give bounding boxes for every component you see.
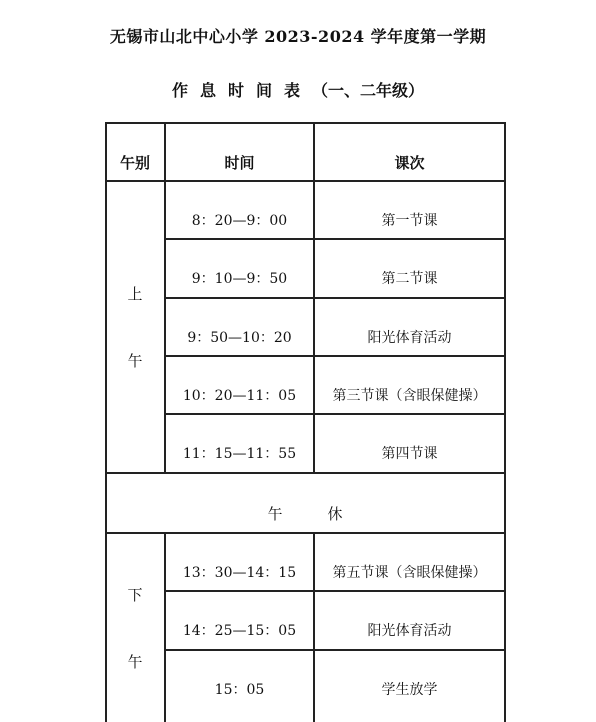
afternoon-label-top: 下 — [127, 585, 143, 604]
afternoon-label-bottom: 午 — [127, 652, 143, 671]
time-cell: 11：15—11：55 — [182, 446, 297, 462]
time-cell: 8：20—9：00 — [191, 213, 288, 229]
document-title: 无锡市山北中心小学 2023-2024 学年度第一学期 — [109, 27, 487, 46]
document-subtitle — [0, 78, 596, 101]
lesson-cell: 第三节课（含眼保健操） — [332, 388, 487, 404]
morning-label — [105, 181, 165, 472]
header-lesson: 课次 — [394, 153, 425, 172]
time-cell: 9：10—9：50 — [191, 271, 288, 287]
lesson-cell: 第四节课 — [381, 446, 438, 462]
lesson-cell: 阳光体育活动 — [367, 330, 452, 346]
lesson-cell: 第二节课 — [381, 271, 438, 287]
subtitle-main: 作息时间表 — [171, 81, 312, 100]
morning-label-top: 上 — [127, 284, 143, 303]
subtitle-group: （一、二年级） — [312, 81, 425, 100]
time-cell: 9：50—10：20 — [187, 330, 292, 346]
lesson-cell: 第一节课 — [381, 213, 438, 229]
noon-break-row: 午 休 — [267, 504, 343, 523]
lesson-cell: 阳光体育活动 — [367, 623, 452, 639]
time-cell: 14：25—15：05 — [182, 623, 297, 639]
time-cell: 13：30—14：15 — [182, 565, 297, 581]
header-time: 时间 — [224, 153, 255, 172]
lesson-cell: 第五节课（含眼保健操） — [332, 565, 487, 581]
morning-label-bottom: 午 — [127, 351, 143, 370]
lesson-cell: 学生放学 — [381, 682, 438, 698]
schedule-table — [105, 122, 505, 722]
afternoon-label — [105, 533, 165, 722]
time-cell: 15：05 — [214, 682, 265, 698]
time-cell: 10：20—11：05 — [182, 388, 297, 404]
header-period: 午别 — [119, 153, 150, 172]
